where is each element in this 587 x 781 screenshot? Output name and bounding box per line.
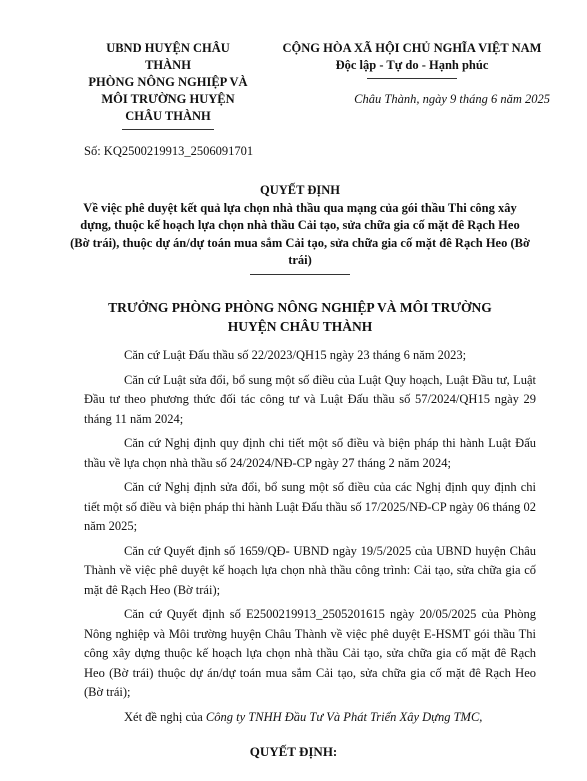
basis-paragraph-1: Căn cứ Luật Đấu thầu số 22/2023/QH15 ngày 23 tháng 6 năm 2023;	[124, 348, 467, 362]
basis-paragraph-2: Căn cứ Luật sửa đổi, bổ sung một số điều của Luật Quy hoạch, Luật Đầu tư, Luật Đầu tư theo phương thức đối tác công tư và Luật Đấu thầu số 57/2024/QH15 ngày 29 tháng 11 năm 2024;	[84, 372, 536, 426]
national-heading	[262, 40, 562, 79]
agency-line-3: PHÒNG NÔNG NGHIỆP VÀ	[88, 75, 248, 89]
proposing-company: Công ty TNHH Đầu Tư Và Phát Triển Xây Dựng TMC,	[205, 709, 483, 724]
proposal-paragraph	[84, 708, 536, 728]
basis-paragraph-5: Căn cứ Quyết định số 1659/QĐ- UBND ngày 19/5/2025 của UBND huyện Châu Thành về việc phê duyệt kế hoạch lựa chọn nhà thầu công trình: Cải tạo, sửa chữa gia cố mặt đê Rạch Heo (Bờ trái);	[84, 543, 536, 597]
country-name: CỘNG HÒA XÃ HỘI CHỦ NGHĨA VIỆT NAM	[282, 41, 542, 55]
agency-line-1: UBND HUYỆN CHÂU	[106, 41, 230, 55]
decision-heading: QUYẾT ĐỊNH	[260, 183, 340, 197]
motto-underline	[367, 78, 457, 79]
agency-line-5: CHÂU THÀNH	[125, 109, 211, 123]
signing-authority	[70, 298, 530, 336]
document-body	[84, 346, 536, 732]
basis-paragraph-6: Căn cứ Quyết định số E2500219913_2505201615 ngày 20/05/2025 của Phòng Nông nghiệp và Môi trường huyện Châu Thành về việc phê duyệt E-HSMT gói thầu Thi công xây dựng thuộc kế hoạch lựa chọn nhà thầu Cải tạo, sửa chữa gia cố mặt đê Rạch Heo (Bờ trái) thuộc dự án/dự toán mua sắm Cải tạo, sửa chữa gia cố mặt đê Rạch Heo (Bờ trái);	[84, 607, 536, 699]
authority-line-2: HUYỆN CHÂU THÀNH	[227, 319, 373, 334]
authority-line-1: TRƯỞNG PHÒNG PHÒNG NÔNG NGHIỆP VÀ MÔI TRƯỜNG	[108, 300, 492, 315]
agency-line-2: THÀNH	[145, 58, 191, 72]
national-motto: Độc lập - Tự do - Hạnh phúc	[335, 58, 489, 72]
title-underline	[250, 274, 350, 275]
decision-closing-heading: QUYẾT ĐỊNH:	[249, 744, 338, 759]
proposal-prefix: Xét đề nghị của	[124, 709, 206, 724]
issuing-agency	[78, 40, 258, 130]
agency-underline	[122, 129, 214, 130]
basis-paragraph-4: Căn cứ Nghị định sửa đổi, bổ sung một số điều của các Nghị định quy định chi tiết một số điều và biện pháp thi hành Luật Đấu thầu số 17/2025/NĐ-CP ngày 06 tháng 02 năm 2025;	[84, 480, 536, 533]
decision-title	[70, 182, 530, 275]
document-number: Số: KQ2500219913_2506091701	[84, 144, 254, 158]
issue-date: Châu Thành, ngày 9 tháng 6 năm 2025	[354, 92, 550, 106]
basis-paragraph-3: Căn cứ Nghị định quy định chi tiết một số điều và biện pháp thi hành Luật Đấu thầu về lựa chọn nhà thầu số 24/2024/NĐ-CP ngày 27 tháng 2 năm 2024;	[84, 436, 536, 470]
agency-line-4: MÔI TRƯỜNG HUYỆN	[101, 92, 235, 106]
decision-subject: Về việc phê duyệt kết quả lựa chọn nhà thầu qua mạng của gói thầu Thi công xây dựng, thuộc kế hoạch lựa chọn nhà thầu Cải tạo, sửa chữa gia cố mặt đê Rạch Heo (Bờ trái), thuộc dự án/dự toán mua sắm Cải tạo, sửa chữa gia cố mặt đê Rạch Heo (Bờ trái)	[70, 200, 530, 267]
